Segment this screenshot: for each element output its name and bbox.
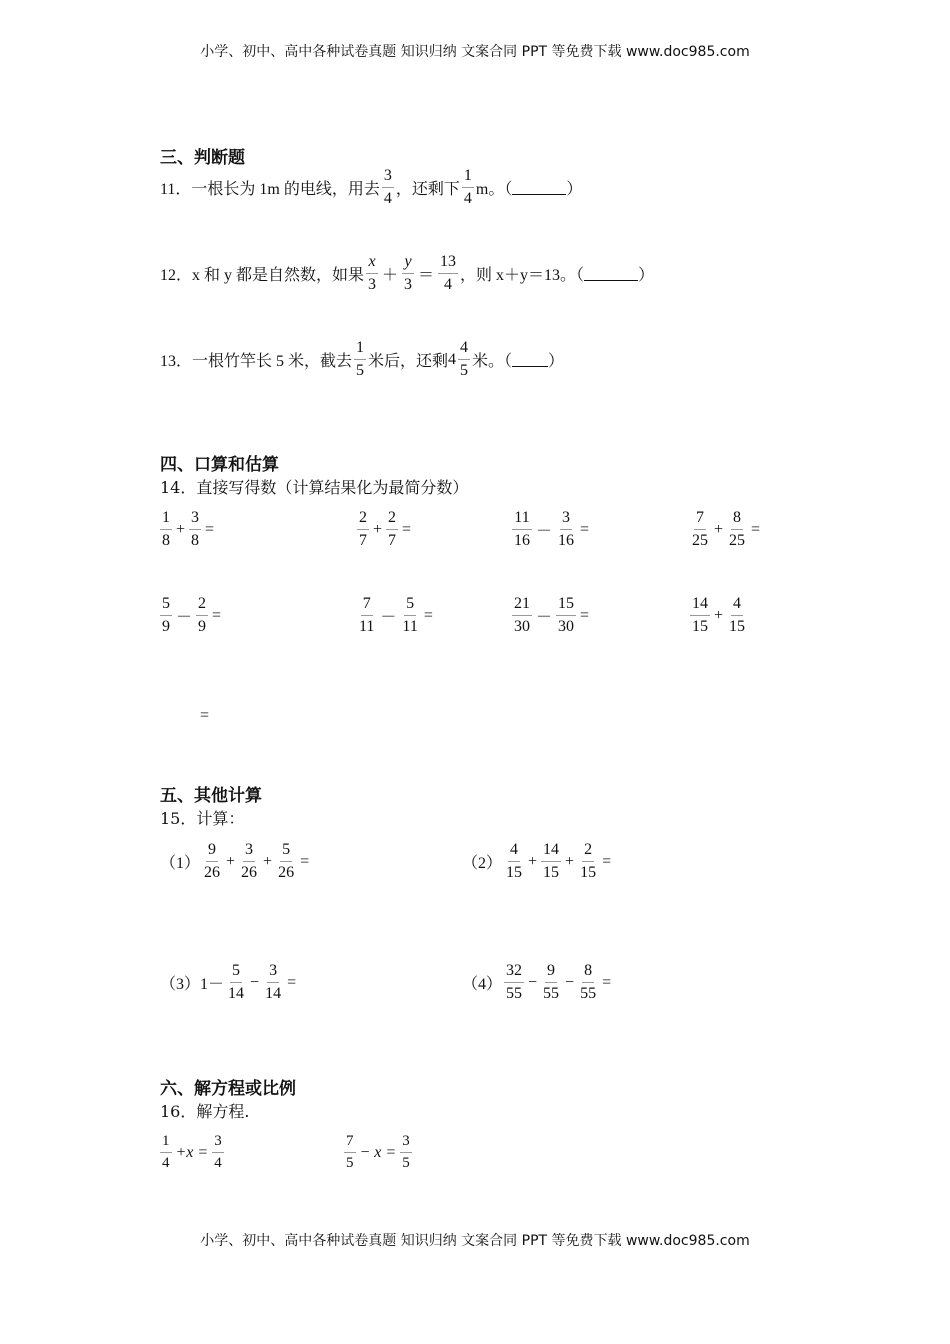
- fraction-a: $\frac{11}{16}$: [514, 509, 530, 549]
- q12-text-close: ）: [638, 267, 655, 284]
- operator: +: [565, 852, 575, 870]
- q11-text-post: m。（: [475, 181, 513, 198]
- mental-math-item: [510, 596, 591, 635]
- q12-fraction-x: $\frac{x}{3}$: [368, 253, 377, 293]
- operator: －: [176, 609, 193, 626]
- q12-fraction-y: $\frac{y}{3}$: [404, 253, 413, 293]
- problem-label: （4）: [462, 976, 503, 993]
- q11-answer-blank[interactable]: [512, 180, 566, 195]
- equation-1: [158, 1134, 226, 1171]
- q11-text-mid: ，还剩下: [395, 181, 460, 198]
- mental-math-item: [688, 510, 762, 549]
- mental-math-item: [355, 510, 413, 549]
- equals-sign: =: [580, 606, 590, 624]
- equals-sign: =: [751, 520, 761, 538]
- q13-whole: 4: [448, 350, 457, 368]
- operator: －: [536, 523, 553, 540]
- fraction-a: $\frac{5}{9}$: [162, 595, 170, 635]
- fraction: $\frac{5}{26}$: [278, 841, 295, 881]
- fraction-a: $\frac{7}{11}$: [359, 595, 375, 635]
- equals-sign: =: [602, 852, 612, 870]
- fraction-a: $\frac{14}{15}$: [692, 595, 708, 635]
- fraction: $\frac{14}{15}$: [543, 841, 560, 881]
- fraction-b: $\frac{3}{8}$: [191, 509, 200, 549]
- section-title-mental-math: 四、口算和估算: [160, 455, 279, 475]
- q11-fraction-used: $\frac{3}{4}$: [383, 167, 392, 207]
- leading-term: 1－: [200, 976, 225, 993]
- operator: +: [263, 852, 273, 870]
- equals-sign: =: [205, 520, 215, 538]
- q12-answer-blank[interactable]: [584, 266, 638, 281]
- fraction: $\frac{3}{14}$: [265, 962, 282, 1002]
- operator: +: [714, 520, 724, 538]
- eq1-middle: +x =: [175, 1143, 209, 1161]
- equals-sign: =: [580, 520, 590, 538]
- operator: +: [528, 852, 538, 870]
- operator: +: [373, 520, 383, 538]
- page-header: 小学、初中、高中各种试卷真题 知识归纳 文案合同 PPT 等免费下载 www.doc985.com: [200, 44, 750, 60]
- equals-sign: =: [602, 973, 612, 991]
- q11-fraction-left: $\frac{1}{4}$: [463, 167, 472, 207]
- question-12: [160, 254, 654, 293]
- q13-fraction-cut: $\frac{1}{5}$: [356, 339, 365, 379]
- fraction-b: $\frac{15}{30}$: [558, 595, 575, 635]
- equals-sign: =: [402, 520, 412, 538]
- mental-math-item: [158, 596, 223, 635]
- fraction-a: $\frac{1}{8}$: [162, 509, 170, 549]
- page-footer: 小学、初中、高中各种试卷真题 知识归纳 文案合同 PPT 等免费下载 www.doc985.com: [200, 1233, 750, 1249]
- equals-sign: =: [287, 973, 297, 991]
- q13-text-post: 米。（: [472, 353, 513, 370]
- eq2-middle: − x =: [359, 1143, 397, 1161]
- fraction: $\frac{5}{14}$: [228, 962, 245, 1002]
- equals-sign: =: [212, 606, 222, 624]
- q13-text-close: ）: [548, 353, 565, 370]
- operator: －: [380, 609, 397, 626]
- fraction-a: $\frac{21}{30}$: [514, 595, 530, 635]
- operator: −: [528, 973, 538, 991]
- fraction: $\frac{8}{55}$: [580, 962, 597, 1002]
- fraction-a: $\frac{7}{25}$: [692, 509, 708, 549]
- q13-text-pre: 13．一根竹竿长 5 米，截去: [160, 353, 353, 370]
- section-title-judgment: 三、判断题: [160, 148, 245, 168]
- eq1-fraction-left: $\frac{1}{4}$: [162, 1133, 170, 1171]
- question-13: [160, 340, 564, 379]
- fraction: $\frac{3}{26}$: [241, 841, 258, 881]
- problem-label: （3）: [160, 976, 201, 993]
- question-15: 15．计算：: [160, 809, 245, 828]
- calc-problem-2: [462, 842, 613, 881]
- q13-answer-blank[interactable]: [512, 352, 548, 367]
- q13-text-mid: 米后，还剩: [368, 353, 449, 370]
- question-16: 16．解方程.: [160, 1102, 250, 1121]
- fraction-b: $\frac{2}{9}$: [198, 595, 207, 635]
- mental-math-item: [510, 510, 591, 549]
- equation-2: [342, 1134, 414, 1171]
- operator: －: [536, 609, 553, 626]
- q12-text-post: ，则 x＋y＝13。（: [460, 267, 585, 284]
- problem-label: （1）: [160, 855, 201, 872]
- problem-label: （2）: [462, 855, 503, 872]
- fraction-b: $\frac{5}{11}$: [402, 595, 418, 635]
- fraction-b: $\frac{2}{7}$: [388, 509, 397, 549]
- q12-equals: ＝: [418, 267, 435, 284]
- operator: +: [226, 852, 236, 870]
- q13-fraction-left: $\frac{4}{5}$: [460, 339, 469, 379]
- operator: −: [565, 973, 575, 991]
- fraction: $\frac{4}{15}$: [506, 841, 523, 881]
- fraction: $\frac{9}{26}$: [204, 841, 221, 881]
- q12-text-pre: 12．x 和 y 都是自然数，如果: [160, 267, 365, 284]
- fraction: $\frac{2}{15}$: [580, 841, 597, 881]
- calc-problem-3: [160, 963, 298, 1002]
- q12-fraction-result: $\frac{13}{4}$: [440, 253, 457, 293]
- calc-problem-1: [160, 842, 311, 881]
- fraction-a: $\frac{2}{7}$: [359, 509, 367, 549]
- fraction-b: $\frac{8}{25}$: [729, 509, 746, 549]
- fraction-b: $\frac{4}{15}$: [729, 595, 746, 635]
- fraction-b: $\frac{3}{16}$: [558, 509, 575, 549]
- operator: −: [250, 973, 260, 991]
- q11-text-close: ）: [566, 181, 583, 198]
- eq2-fraction-left: $\frac{7}{5}$: [346, 1133, 354, 1171]
- calc-problem-4: [462, 963, 613, 1002]
- section-title-equations: 六、解方程或比例: [160, 1079, 296, 1099]
- operator: +: [714, 606, 724, 624]
- equals-sign: =: [300, 852, 310, 870]
- eq2-fraction-right: $\frac{3}{5}$: [402, 1133, 410, 1171]
- section-title-other-calc: 五、其他计算: [160, 786, 262, 806]
- mental-math-item: [355, 596, 435, 635]
- question-11: [160, 168, 582, 207]
- operator: +: [176, 520, 186, 538]
- q11-text-pre: 11．一根长为 1m 的电线，用去: [160, 181, 380, 198]
- mental-math-item: [158, 510, 216, 549]
- question-14: 14．直接写得数（计算结果化为最简分数）: [160, 478, 469, 497]
- fraction: $\frac{9}{55}$: [543, 962, 560, 1002]
- equals-sign: =: [423, 606, 433, 624]
- lone-equals-sign: =: [200, 707, 210, 724]
- mental-math-item: [688, 596, 749, 635]
- fraction: $\frac{32}{55}$: [506, 962, 523, 1002]
- eq1-fraction-right: $\frac{3}{4}$: [214, 1133, 222, 1171]
- q12-plus: ＋: [382, 267, 399, 284]
